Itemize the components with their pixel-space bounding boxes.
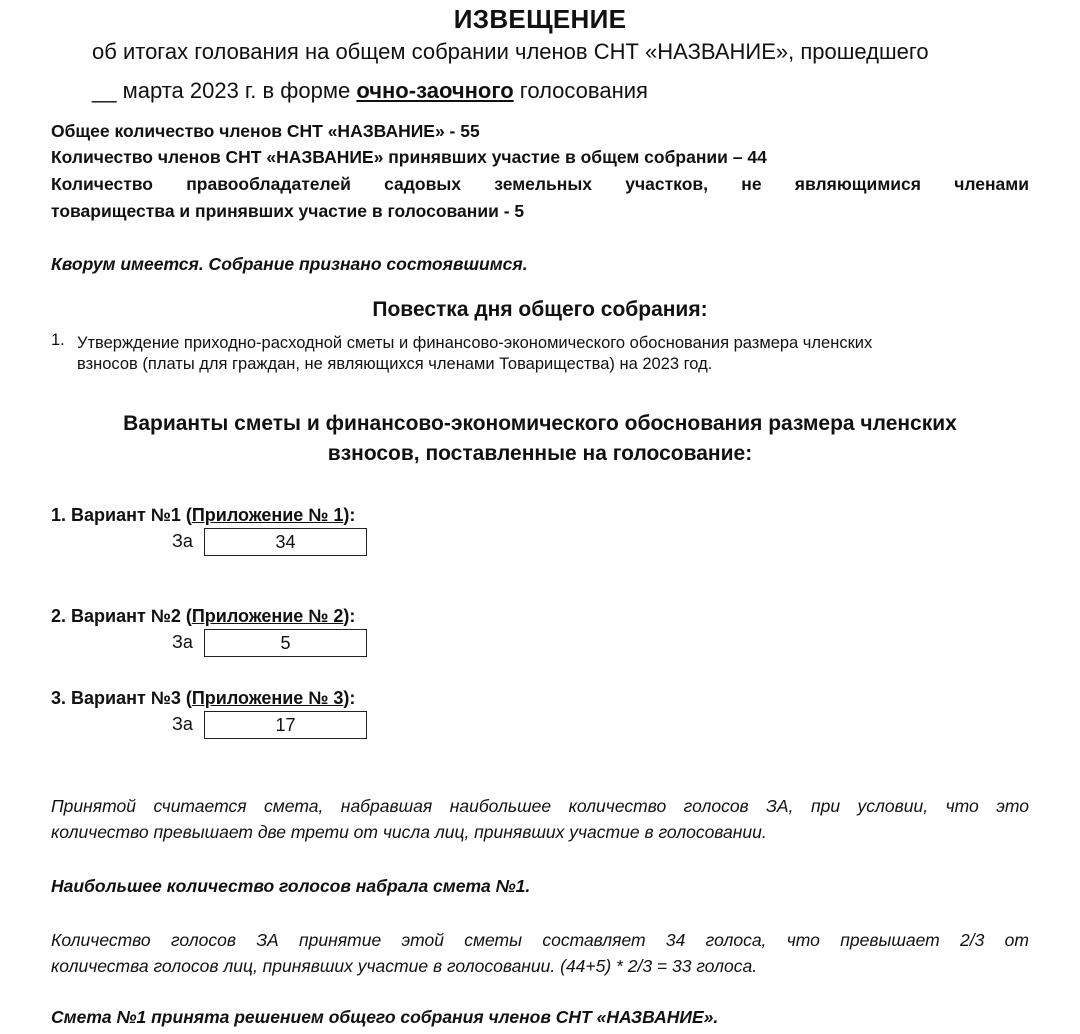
variant-2-vote-box: 5 <box>204 629 367 657</box>
non-members-line-1: Количество правообладателей садовых земельных участков, не являющимися членами <box>51 174 1029 194</box>
total-members-line: Общее количество членов СНТ «НАЗВАНИЕ» - 55 <box>51 121 480 141</box>
agenda-heading: Повестка дня общего собрания: <box>372 298 708 321</box>
variant-3-prefix: 3. Вариант №3 ( <box>51 688 192 708</box>
variant-3-vote-box: 17 <box>204 711 367 739</box>
variant-1-prefix: 1. Вариант №1 ( <box>51 505 192 525</box>
quorum-statement: Кворум имеется. Собрание признано состоявшимся. <box>51 254 528 274</box>
agenda-item-line-1: Утверждение приходно-расходной сметы и финансово-экономического обоснования размера членских <box>77 334 873 352</box>
participants-line: Количество членов СНТ «НАЗВАНИЕ» принявших участие в общем собрании – 44 <box>51 147 767 167</box>
agenda-item-line-2: взносов (платы для граждан, не являющихся членами Товарищества) на 2023 год. <box>77 355 713 373</box>
acceptance-rule-line-2: количество превышает две трети от числа лиц, принявших участие в голосовании. <box>51 822 767 842</box>
agenda-item-number: 1. <box>51 331 65 349</box>
variant-2-label <box>51 606 355 627</box>
voting-form-text: очно-заочного <box>356 78 514 103</box>
variant-1-vote-label: За <box>172 531 193 551</box>
variant-1-vote-box: 34 <box>204 528 367 556</box>
subtitle-suffix-text: голосования <box>519 78 648 103</box>
variant-3-appendix: Приложение № 3 <box>191 688 344 708</box>
variant-2-prefix: 2. Вариант №2 ( <box>51 606 192 626</box>
subtitle-line-2 <box>92 78 648 104</box>
variant-1-suffix: ): <box>343 505 356 525</box>
variants-heading-line-2: взносов, поставленные на голосование: <box>327 442 753 465</box>
subtitle-date-text: __ марта 2023 г. в форме <box>92 78 351 103</box>
variant-3-suffix: ): <box>343 688 356 708</box>
variant-1-appendix: Приложение № 1 <box>191 505 344 525</box>
variant-3-label <box>51 688 355 709</box>
variant-2-suffix: ): <box>343 606 356 626</box>
decision-statement: Смета №1 принята решением общего собрания членов СНТ «НАЗВАНИЕ». <box>51 1007 719 1027</box>
variant-2-appendix: Приложение № 2 <box>191 606 344 626</box>
vote-calculation-line-2: количества голосов лиц, принявших участие в голосовании. (44+5) * 2/3 = 33 голоса. <box>51 956 758 976</box>
subtitle-line-1: об итогах голования на общем собрании членов СНТ «НАЗВАНИЕ», прошедшего <box>92 39 929 64</box>
variant-2-vote-label: За <box>172 632 193 652</box>
winner-statement: Наибольшее количество голосов набрала смета №1. <box>51 876 531 896</box>
variants-heading <box>0 409 1080 469</box>
document-title: ИЗВЕЩЕНИЕ <box>453 4 627 34</box>
vote-calculation <box>51 927 1029 979</box>
vote-calculation-line-1: Количество голосов ЗА принятие этой сметы составляет 34 голоса, что превышает 2/3 от <box>51 930 1029 950</box>
variant-3-vote-label: За <box>172 714 193 734</box>
acceptance-rule <box>51 793 1029 845</box>
non-members-line-2: товарищества и принявших участие в голосовании - 5 <box>51 201 525 221</box>
variants-heading-line-1: Варианты сметы и финансово-экономического обоснования размера членских <box>123 412 957 435</box>
variant-1-label <box>51 505 355 526</box>
acceptance-rule-line-1: Принятой считается смета, набравшая наибольшее количество голосов ЗА, при условии, что это <box>51 796 1029 816</box>
